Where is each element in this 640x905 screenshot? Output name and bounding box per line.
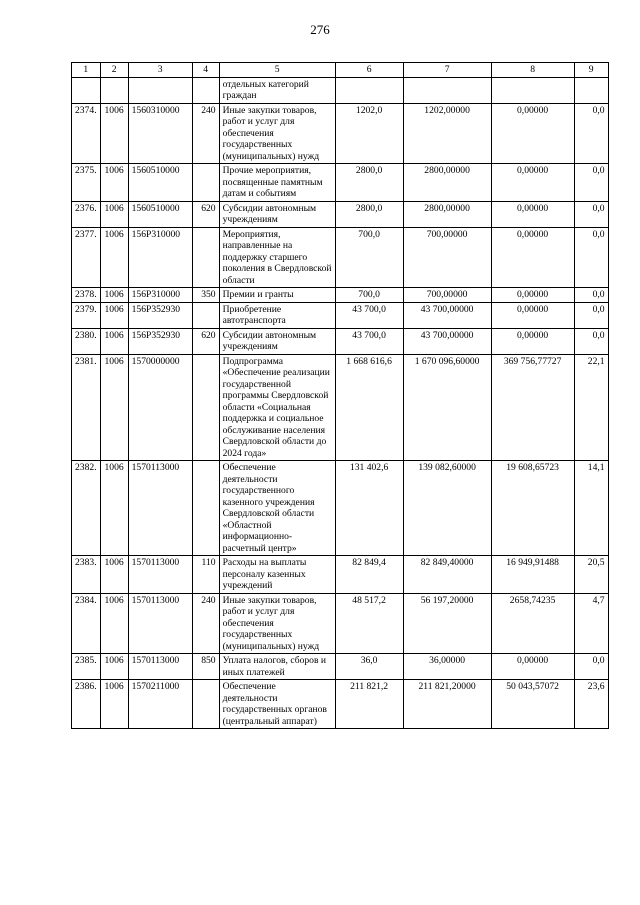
executed-amount: 0,00000 bbox=[491, 201, 574, 227]
target-article-code: 156P352930 bbox=[128, 302, 192, 328]
revised-amount: 1 670 096,60000 bbox=[403, 354, 491, 461]
execution-percent: 23,6 bbox=[574, 680, 608, 729]
planned-amount: 82 849,4 bbox=[335, 556, 403, 594]
executed-amount: 2658,74235 bbox=[491, 593, 574, 654]
revised-amount: 56 197,20000 bbox=[403, 593, 491, 654]
execution-percent: 0,0 bbox=[574, 328, 608, 354]
table-row bbox=[72, 593, 609, 654]
table-body bbox=[72, 77, 609, 729]
planned-amount: 211 821,2 bbox=[335, 680, 403, 729]
expense-type-code bbox=[192, 164, 219, 202]
executed-amount: 0,00000 bbox=[491, 227, 574, 288]
execution-percent: 14,1 bbox=[574, 461, 608, 556]
section-code: 1006 bbox=[100, 328, 128, 354]
executed-amount: 0,00000 bbox=[491, 328, 574, 354]
expense-type-code: 110 bbox=[192, 556, 219, 594]
table-row bbox=[72, 654, 609, 680]
execution-percent: 22,1 bbox=[574, 354, 608, 461]
target-article-code: 1570211000 bbox=[128, 680, 192, 729]
column-header: 3 bbox=[128, 63, 192, 78]
column-header: 5 bbox=[219, 63, 335, 78]
section-code: 1006 bbox=[100, 556, 128, 594]
executed-amount: 0,00000 bbox=[491, 288, 574, 303]
expense-type-code: 850 bbox=[192, 654, 219, 680]
item-name: Субсидии автономным учреждениям bbox=[219, 201, 335, 227]
row-number: 2383. bbox=[72, 556, 101, 594]
row-number: 2381. bbox=[72, 354, 101, 461]
column-header: 1 bbox=[72, 63, 101, 78]
page-number: 276 bbox=[310, 22, 330, 37]
revised-amount: 139 082,60000 bbox=[403, 461, 491, 556]
column-header: 9 bbox=[574, 63, 608, 78]
item-name: Иные закупки товаров, работ и услуг для обеспечения государственных (муниципальных) нужд bbox=[219, 593, 335, 654]
expense-type-code bbox=[192, 461, 219, 556]
execution-percent: 0,0 bbox=[574, 103, 608, 164]
planned-amount: 2800,0 bbox=[335, 164, 403, 202]
section-code: 1006 bbox=[100, 593, 128, 654]
column-header: 8 bbox=[491, 63, 574, 78]
executed-amount: 0,00000 bbox=[491, 654, 574, 680]
expense-type-code bbox=[192, 77, 219, 103]
item-name: Субсидии автономным учреждениям bbox=[219, 328, 335, 354]
item-name: Обеспечение деятельности государственного казенного учреждения Свердловской области «Областной информационно-расчетный центр» bbox=[219, 461, 335, 556]
execution-percent: 0,0 bbox=[574, 201, 608, 227]
expense-type-code: 240 bbox=[192, 103, 219, 164]
expense-type-code: 240 bbox=[192, 593, 219, 654]
row-number: 2382. bbox=[72, 461, 101, 556]
column-header: 2 bbox=[100, 63, 128, 78]
expense-type-code: 620 bbox=[192, 328, 219, 354]
table-row bbox=[72, 288, 609, 303]
section-code: 1006 bbox=[100, 354, 128, 461]
item-name: Приобретение автотранспорта bbox=[219, 302, 335, 328]
row-number: 2377. bbox=[72, 227, 101, 288]
target-article-code: 1560510000 bbox=[128, 164, 192, 202]
executed-amount bbox=[491, 77, 574, 103]
row-number: 2378. bbox=[72, 288, 101, 303]
execution-percent: 0,0 bbox=[574, 654, 608, 680]
section-code: 1006 bbox=[100, 461, 128, 556]
item-name: отдельных категорий граждан bbox=[219, 77, 335, 103]
item-name: Подпрограмма «Обеспечение реализации государственной программы Свердловской области «Социальная поддержка и социальное обслуживание населения Свердловской области до 2024 года» bbox=[219, 354, 335, 461]
planned-amount: 36,0 bbox=[335, 654, 403, 680]
table-row bbox=[72, 201, 609, 227]
section-code: 1006 bbox=[100, 302, 128, 328]
item-name: Обеспечение деятельности государственных органов (центральный аппарат) bbox=[219, 680, 335, 729]
target-article-code: 1560510000 bbox=[128, 201, 192, 227]
revised-amount: 211 821,20000 bbox=[403, 680, 491, 729]
target-article-code: 1570113000 bbox=[128, 461, 192, 556]
row-number: 2380. bbox=[72, 328, 101, 354]
target-article-code: 1570000000 bbox=[128, 354, 192, 461]
column-header: 6 bbox=[335, 63, 403, 78]
revised-amount: 43 700,00000 bbox=[403, 302, 491, 328]
expense-type-code bbox=[192, 354, 219, 461]
row-number: 2376. bbox=[72, 201, 101, 227]
execution-percent: 4,7 bbox=[574, 593, 608, 654]
executed-amount: 369 756,77727 bbox=[491, 354, 574, 461]
expense-type-code bbox=[192, 227, 219, 288]
section-code bbox=[100, 77, 128, 103]
execution-percent: 0,0 bbox=[574, 227, 608, 288]
section-code: 1006 bbox=[100, 654, 128, 680]
revised-amount: 36,00000 bbox=[403, 654, 491, 680]
row-number: 2379. bbox=[72, 302, 101, 328]
row-number: 2374. bbox=[72, 103, 101, 164]
item-name: Прочие мероприятия, посвященные памятным датам и событиям bbox=[219, 164, 335, 202]
row-number: 2384. bbox=[72, 593, 101, 654]
target-article-code: 1570113000 bbox=[128, 556, 192, 594]
revised-amount: 82 849,40000 bbox=[403, 556, 491, 594]
section-code: 1006 bbox=[100, 288, 128, 303]
revised-amount: 43 700,00000 bbox=[403, 328, 491, 354]
column-header: 4 bbox=[192, 63, 219, 78]
budget-table bbox=[71, 62, 609, 729]
execution-percent: 0,0 bbox=[574, 288, 608, 303]
section-code: 1006 bbox=[100, 103, 128, 164]
table-row bbox=[72, 354, 609, 461]
executed-amount: 50 043,57072 bbox=[491, 680, 574, 729]
planned-amount: 700,0 bbox=[335, 227, 403, 288]
table-row bbox=[72, 227, 609, 288]
planned-amount: 131 402,6 bbox=[335, 461, 403, 556]
revised-amount bbox=[403, 77, 491, 103]
revised-amount: 700,00000 bbox=[403, 288, 491, 303]
table-row bbox=[72, 302, 609, 328]
planned-amount bbox=[335, 77, 403, 103]
executed-amount: 0,00000 bbox=[491, 164, 574, 202]
planned-amount: 43 700,0 bbox=[335, 302, 403, 328]
expense-type-code bbox=[192, 680, 219, 729]
section-code: 1006 bbox=[100, 201, 128, 227]
table-row bbox=[72, 103, 609, 164]
table-row bbox=[72, 461, 609, 556]
executed-amount: 16 949,91488 bbox=[491, 556, 574, 594]
section-code: 1006 bbox=[100, 164, 128, 202]
expense-type-code: 620 bbox=[192, 201, 219, 227]
planned-amount: 43 700,0 bbox=[335, 328, 403, 354]
planned-amount: 1 668 616,6 bbox=[335, 354, 403, 461]
item-name: Иные закупки товаров, работ и услуг для обеспечения государственных (муниципальных) нужд bbox=[219, 103, 335, 164]
column-header: 7 bbox=[403, 63, 491, 78]
planned-amount: 700,0 bbox=[335, 288, 403, 303]
section-code: 1006 bbox=[100, 227, 128, 288]
item-name: Мероприятия, направленные на поддержку старшего поколения в Свердловской области bbox=[219, 227, 335, 288]
item-name: Премии и гранты bbox=[219, 288, 335, 303]
section-code: 1006 bbox=[100, 680, 128, 729]
expense-type-code: 350 bbox=[192, 288, 219, 303]
planned-amount: 1202,0 bbox=[335, 103, 403, 164]
target-article-code: 1570113000 bbox=[128, 593, 192, 654]
table-row bbox=[72, 556, 609, 594]
table-row bbox=[72, 328, 609, 354]
target-article-code: 156P310000 bbox=[128, 288, 192, 303]
table-row bbox=[72, 77, 609, 103]
target-article-code bbox=[128, 77, 192, 103]
planned-amount: 2800,0 bbox=[335, 201, 403, 227]
target-article-code: 1570113000 bbox=[128, 654, 192, 680]
row-number: 2386. bbox=[72, 680, 101, 729]
target-article-code: 156P310000 bbox=[128, 227, 192, 288]
execution-percent: 20,5 bbox=[574, 556, 608, 594]
target-article-code: 156P352930 bbox=[128, 328, 192, 354]
row-number bbox=[72, 77, 101, 103]
row-number: 2385. bbox=[72, 654, 101, 680]
item-name: Уплата налогов, сборов и иных платежей bbox=[219, 654, 335, 680]
expense-type-code bbox=[192, 302, 219, 328]
row-number: 2375. bbox=[72, 164, 101, 202]
execution-percent: 0,0 bbox=[574, 164, 608, 202]
planned-amount: 48 517,2 bbox=[335, 593, 403, 654]
table-row bbox=[72, 164, 609, 202]
executed-amount: 19 608,65723 bbox=[491, 461, 574, 556]
table-row bbox=[72, 680, 609, 729]
revised-amount: 1202,00000 bbox=[403, 103, 491, 164]
revised-amount: 2800,00000 bbox=[403, 164, 491, 202]
execution-percent bbox=[574, 77, 608, 103]
executed-amount: 0,00000 bbox=[491, 103, 574, 164]
revised-amount: 700,00000 bbox=[403, 227, 491, 288]
item-name: Расходы на выплаты персоналу казенных учреждений bbox=[219, 556, 335, 594]
executed-amount: 0,00000 bbox=[491, 302, 574, 328]
table-header-row bbox=[72, 63, 609, 78]
target-article-code: 1560310000 bbox=[128, 103, 192, 164]
execution-percent: 0,0 bbox=[574, 302, 608, 328]
revised-amount: 2800,00000 bbox=[403, 201, 491, 227]
